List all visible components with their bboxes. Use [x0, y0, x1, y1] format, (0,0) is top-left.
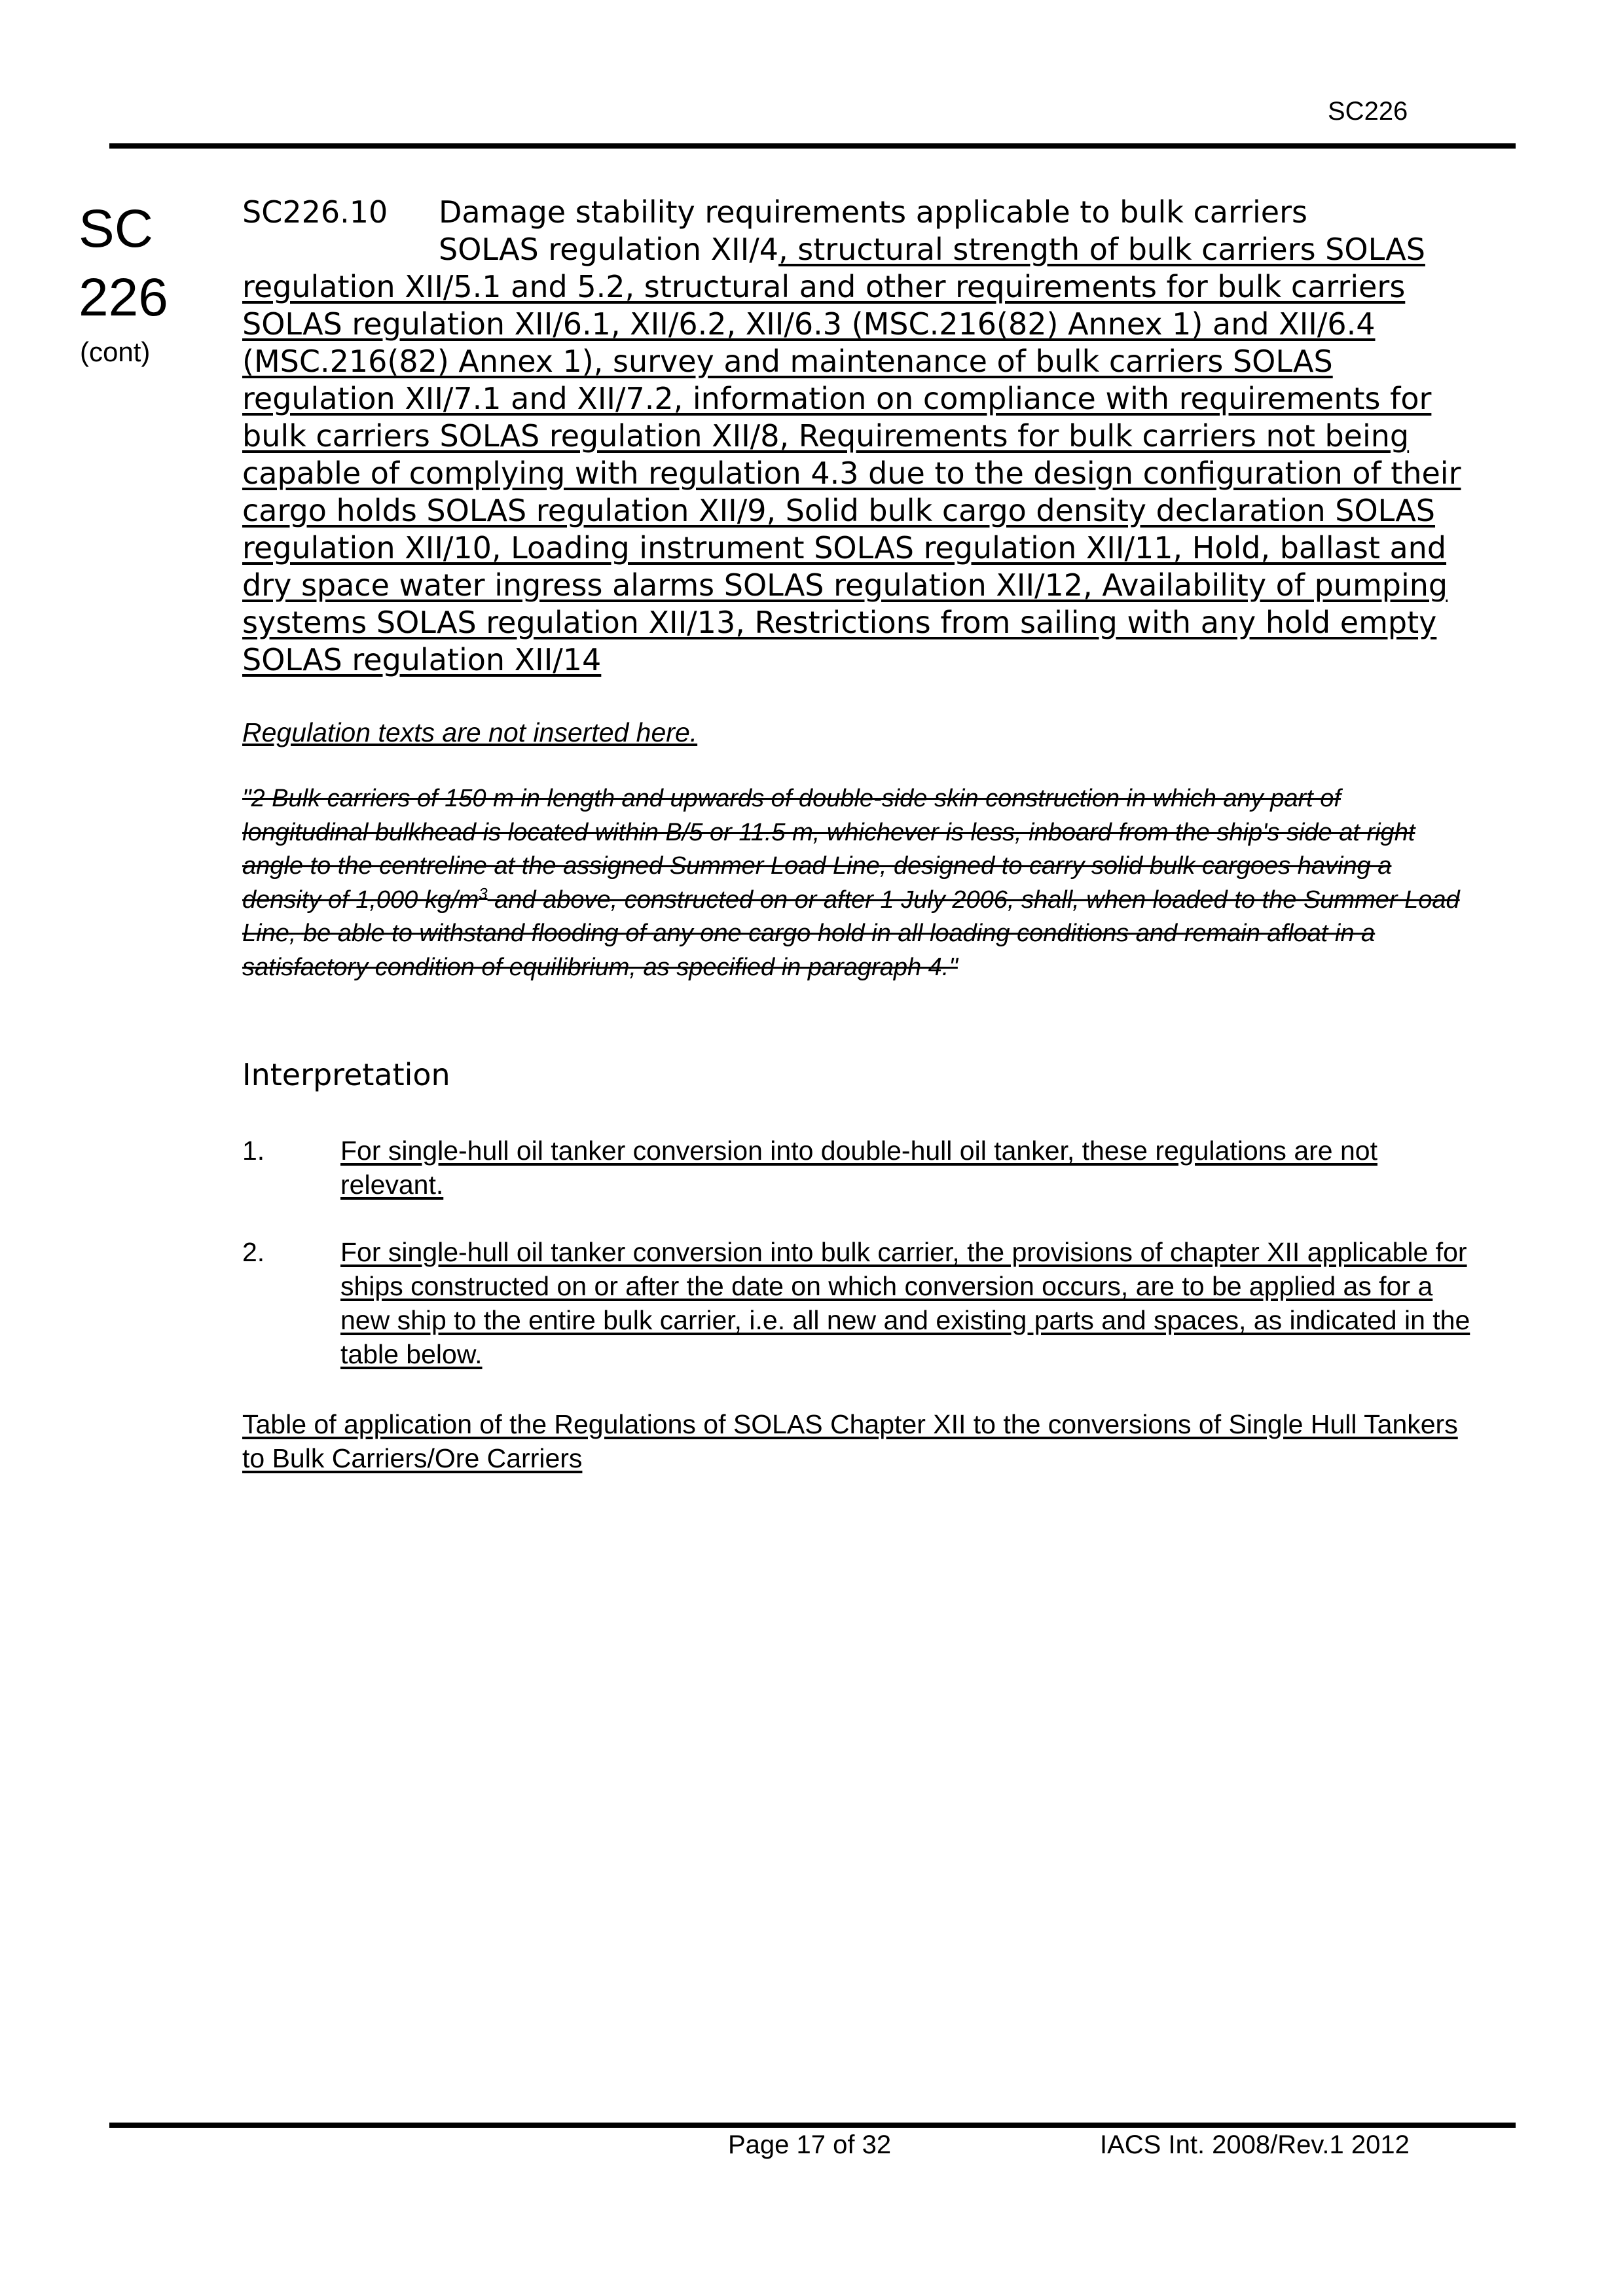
- side-label-cont: (cont): [80, 336, 151, 367]
- page-number: Page 17 of 32: [728, 2130, 892, 2159]
- struck-text-superscript: 3: [479, 884, 488, 903]
- interpretation-item: [242, 1235, 1473, 1371]
- section-title-rest: regulation XII/5.1 and 5.2, structural and other requirements for bulk carriers SOLAS regulation XII/6.1, XII/6.2, XII/6.3 (MSC.216(82) Annex 1) and XII/6.4 (MSC.216(82) Annex 1), survey and maintenance of bulk carriers SOLAS regulation XII/7.1 and XII/7.2, information on compliance with requirements for bulk carriers SOLAS regulation XII/8, Requirements for bulk carriers not being capable of complying with regulation 4.3 due to the design configuration of their cargo holds SOLAS regulation XII/9, Solid bulk cargo density declaration SOLAS regulation XII/10, Loading instrument SOLAS regulation XII/11, Hold, ballast and dry space water ingress alarms SOLAS regulation XII/12, Availability of pumping systems SOLAS regulation XII/13, Restrictions from sailing with any hold empty SOLAS regulation XII/14: [242, 269, 1461, 677]
- section-title-line1: Damage stability requirements applicable to bulk carriers: [439, 194, 1307, 230]
- bottom-divider: [109, 2123, 1516, 2128]
- document-reference: IACS Int. 2008/Rev.1 2012: [1100, 2130, 1410, 2159]
- struck-text-part1: "2 Bulk carriers of 150 m in length and upwards of double-side skin construction in which any part of longitudinal bulkhead is located within B/5 or 11.5 m, whichever is less, inboard from the ship's side at right angle to the centreline at the assigned Summer Load Line, designed to carry solid bulk cargoes having a density of 1,000 kg/m: [242, 785, 1415, 914]
- top-divider: [109, 143, 1516, 149]
- header-code: SC226: [1328, 97, 1408, 126]
- section-title-line2-plain: SOLAS regulation XII/4: [439, 232, 779, 267]
- section-title-line2-underlined: , structural strength of bulk carriers SOLAS: [778, 232, 1425, 267]
- item-text: For single-hull oil tanker conversion into bulk carrier, the provisions of chapter XII applicable for ships constructed on or after the date on which conversion occurs, are to be applied as for a new ship to the entire bulk carrier, i.e. all new and existing parts and spaces, as indicated in the table below.: [340, 1237, 1470, 1369]
- item-text: For single-hull oil tanker conversion into double-hull oil tanker, these regulations are not relevant.: [340, 1136, 1377, 1200]
- side-label-number: 226: [79, 268, 168, 327]
- regulation-note: Regulation texts are not inserted here.: [242, 717, 698, 747]
- section-title: [242, 194, 1486, 679]
- section-title-line2: [242, 231, 1486, 268]
- interpretation-item: [242, 1134, 1473, 1202]
- item-number: 2.: [242, 1237, 265, 1267]
- struck-text-part2: and above, constructed on or after 1 July 2006, shall, when loaded to the Summer Load Line, be able to withstand flooding of any one cargo hold in all loading conditions and remain afloat in a satisfactory condition of equilibrium, as specified in paragraph 4.": [242, 886, 1460, 981]
- interpretation-heading: Interpretation: [242, 1057, 450, 1092]
- struck-regulation-text: [242, 782, 1473, 984]
- table-caption: Table of application of the Regulations of SOLAS Chapter XII to the conversions of Single Hull Tankers to Bulk Carriers/Ore Carriers: [242, 1409, 1458, 1473]
- section-number: SC226.10: [242, 194, 388, 230]
- side-label-sc: SC: [79, 199, 153, 259]
- item-number: 1.: [242, 1136, 265, 1166]
